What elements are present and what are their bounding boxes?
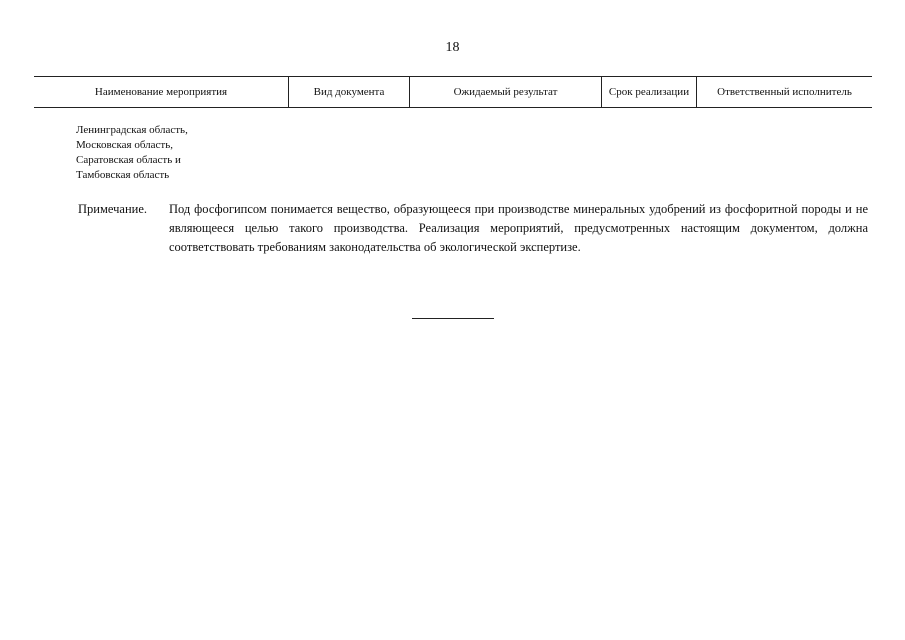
region-item: Тамбовская область	[76, 169, 170, 181]
region-item: Московская область,	[76, 139, 173, 151]
note-block	[78, 200, 868, 257]
note-text: Под фосфогипсом понимается вещество, образующееся при производстве минеральных удобрений из фосфоритной породы и не являющееся целью такого производства. Реализация мероприятий, предусмотренных настоящим документом, должна соответствовать требованиям законодательства об экологической экспертизе.	[169, 202, 868, 254]
note-label: Примечание.	[78, 202, 148, 216]
measures-table-header	[34, 76, 872, 108]
column-header-expected-result: Ожидаемый результат	[410, 77, 602, 108]
region-item: Саратовская область и	[76, 154, 181, 166]
column-header-deadline: Срок реализации	[602, 77, 697, 108]
column-header-document-type: Вид документа	[289, 77, 410, 108]
column-header-responsible: Ответственный исполнитель	[697, 77, 873, 108]
region-item: Ленинградская область,	[76, 124, 188, 136]
column-header-measure-name: Наименование мероприятия	[34, 77, 289, 108]
table-header-row	[34, 77, 872, 108]
regions-list	[76, 123, 188, 183]
page-number: 18	[445, 40, 460, 55]
end-separator-line	[412, 318, 494, 319]
